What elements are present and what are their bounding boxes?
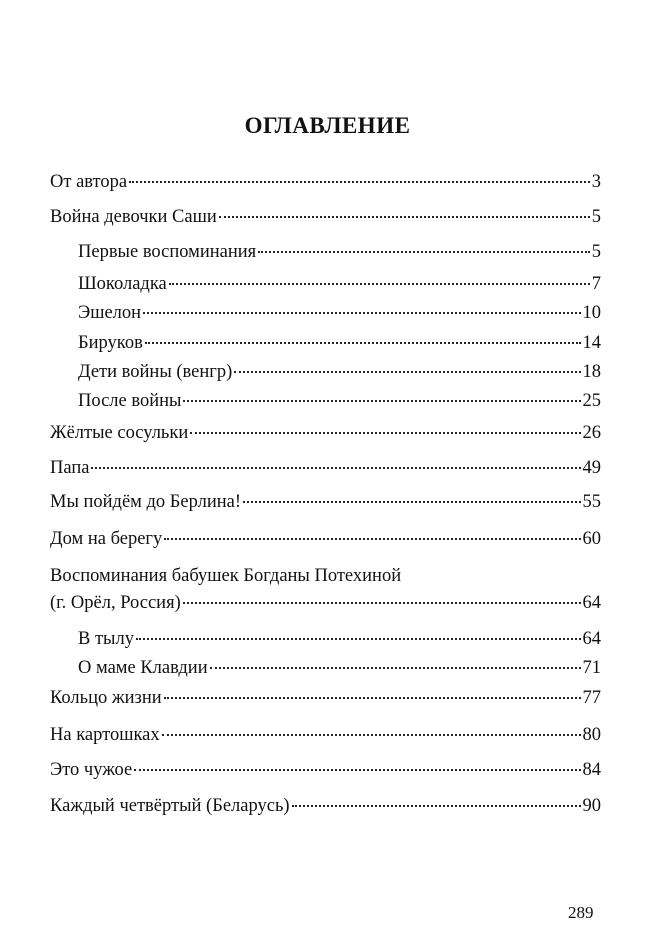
toc-entry[interactable] — [50, 170, 601, 194]
page-number: 289 — [568, 903, 594, 922]
entry-title: О маме Клавдии — [78, 658, 208, 678]
toc-entry[interactable] — [50, 456, 601, 480]
dot-leader — [136, 638, 581, 640]
entry-title: На картошках — [50, 725, 160, 745]
dot-leader — [162, 734, 581, 736]
entry-page: 5 — [591, 242, 601, 262]
toc-heading: ОГЛАВЛЕНИЕ — [244, 113, 411, 138]
dot-leader — [164, 538, 580, 540]
toc-entry[interactable] — [50, 686, 601, 710]
toc-entry[interactable] — [50, 421, 601, 445]
entry-title: Война девочки Саши — [50, 207, 217, 227]
toc-entry[interactable] — [50, 794, 601, 818]
toc-entry[interactable] — [50, 591, 601, 615]
dot-leader — [129, 181, 590, 183]
entry-page: 90 — [582, 796, 601, 816]
toc-subentry[interactable] — [78, 331, 601, 355]
entry-title: От автора — [50, 172, 128, 192]
entry-page: 84 — [582, 760, 601, 780]
dot-leader — [169, 283, 590, 285]
toc-subentry[interactable] — [78, 360, 601, 384]
dot-leader — [91, 467, 580, 469]
entry-title-line[interactable]: Воспоминания бабушек Богданы Потехиной — [50, 566, 402, 586]
dot-leader — [164, 697, 581, 699]
entry-title: Эшелон — [78, 303, 142, 323]
entry-title: После войны — [78, 391, 182, 411]
toc-entry[interactable] — [50, 527, 601, 551]
toc-subentry[interactable] — [78, 389, 601, 413]
entry-page: 64 — [582, 593, 601, 613]
toc-entry[interactable] — [50, 758, 601, 782]
entry-title: Папа — [50, 458, 90, 478]
entry-page: 55 — [582, 492, 601, 512]
entry-title: Каждый четвёртый (Беларусь) — [50, 796, 290, 816]
toc-subentry[interactable] — [78, 240, 601, 264]
entry-title: Первые воспоминания — [78, 242, 257, 262]
dot-leader — [258, 251, 590, 253]
entry-page: 5 — [591, 207, 601, 227]
dot-leader — [219, 216, 590, 218]
entry-page: 7 — [591, 274, 601, 294]
entry-page: 14 — [582, 333, 601, 353]
dot-leader — [243, 501, 580, 503]
entry-title: Дом на берегу — [50, 529, 163, 549]
entry-page: 71 — [582, 658, 601, 678]
entry-page: 77 — [582, 688, 601, 708]
entry-page: 60 — [582, 529, 601, 549]
entry-page: 80 — [582, 725, 601, 745]
entry-title: Мы пойдём до Берлина! — [50, 492, 242, 512]
entry-title: Шоколадка — [78, 274, 167, 294]
dot-leader — [183, 400, 580, 402]
toc-subentry[interactable] — [78, 656, 601, 680]
entry-page: 26 — [582, 423, 601, 443]
entry-page: 49 — [582, 458, 601, 478]
entry-page: 10 — [582, 303, 601, 323]
entry-page: 64 — [582, 629, 601, 649]
entry-title: Бируков — [78, 333, 143, 353]
dot-leader — [145, 342, 581, 344]
toc-subentry[interactable] — [78, 272, 601, 296]
toc-subentry[interactable] — [78, 301, 601, 325]
toc-subentry[interactable] — [78, 627, 601, 651]
toc-entry[interactable] — [50, 723, 601, 747]
dot-leader — [292, 805, 581, 807]
entry-page: 3 — [591, 172, 601, 192]
toc-entry[interactable] — [50, 490, 601, 514]
dot-leader — [134, 769, 580, 771]
dot-leader — [190, 432, 580, 434]
entry-title: Дети войны (венгр) — [78, 362, 233, 382]
entry-title: Жёлтые сосульки — [50, 423, 189, 443]
dot-leader — [183, 602, 581, 604]
dot-leader — [143, 312, 580, 314]
toc-entry[interactable] — [50, 205, 601, 229]
entry-title: Кольцо жизни — [50, 688, 162, 708]
entry-title: В тылу — [78, 629, 134, 649]
entry-title: (г. Орёл, Россия) — [50, 593, 181, 613]
entry-page: 25 — [582, 391, 601, 411]
entry-page: 18 — [582, 362, 601, 382]
dot-leader — [210, 667, 581, 669]
entry-title: Это чужое — [50, 760, 133, 780]
dot-leader — [234, 371, 580, 373]
